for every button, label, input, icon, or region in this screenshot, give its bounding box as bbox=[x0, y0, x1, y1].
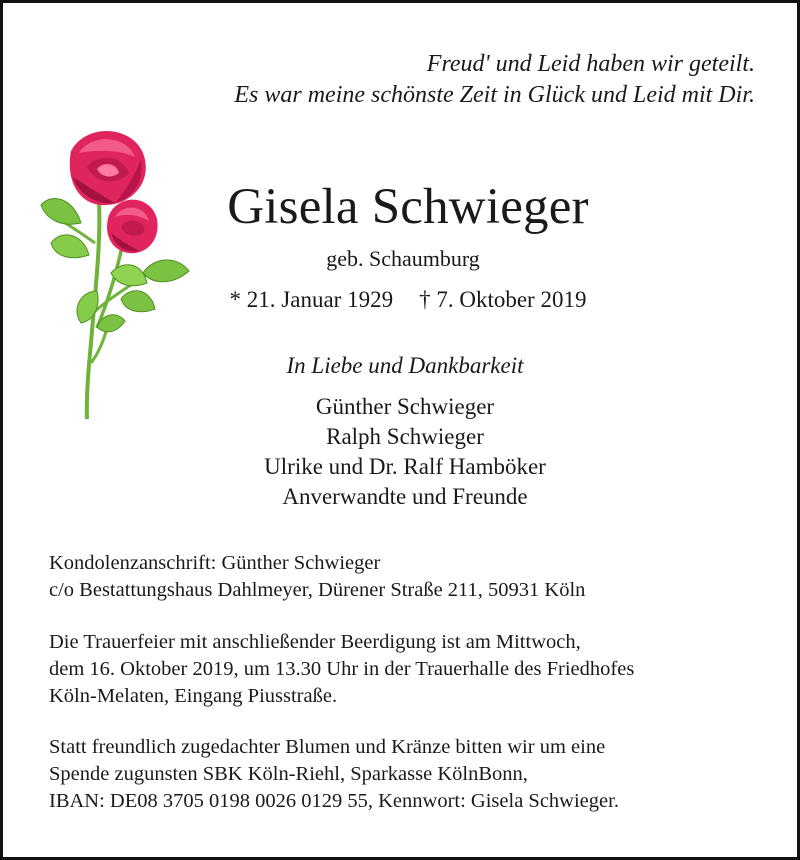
condolence-address bbox=[49, 550, 769, 604]
ceremony-info bbox=[49, 629, 769, 710]
condolence-line: Kondolenzanschrift: Günther Schwieger bbox=[49, 552, 381, 574]
ceremony-line: Die Trauerfeier mit anschließender Beerdigung ist am Mittwoch, bbox=[49, 631, 581, 653]
donation-line: IBAN: DE08 3705 0198 0026 0129 55, Kennwort: Gisela Schwieger. bbox=[49, 790, 619, 812]
mourners-list bbox=[163, 392, 647, 512]
mourner-name: Ralph Schwieger bbox=[326, 424, 484, 449]
verse-line-1: Freud' und Leid haben wir geteilt. bbox=[426, 51, 755, 77]
donation-line: Spende zugunsten SBK Köln-Riehl, Sparkasse KölnBonn, bbox=[49, 763, 528, 785]
ceremony-line: Köln-Melaten, Eingang Piusstraße. bbox=[49, 685, 338, 707]
mourner-name: Ulrike und Dr. Ralf Hamböker bbox=[264, 454, 546, 479]
memorial-verse bbox=[234, 49, 755, 111]
death-date: † 7. Oktober 2019 bbox=[419, 287, 587, 312]
dedication-line: In Liebe und Dankbarkeit bbox=[286, 353, 524, 378]
mourner-name: Anverwandte und Freunde bbox=[282, 484, 528, 509]
birth-date: * 21. Januar 1929 bbox=[229, 287, 394, 312]
birth-name: geb. Schaumburg bbox=[326, 246, 480, 271]
deceased-name: Gisela Schwieger bbox=[227, 179, 589, 235]
life-dates bbox=[193, 285, 623, 315]
verse-line-2: Es war meine schönste Zeit in Glück und Leid mit Dir. bbox=[234, 82, 755, 108]
mourner-name: Günther Schwieger bbox=[315, 394, 495, 419]
donation-info bbox=[49, 734, 769, 815]
donation-line: Statt freundlich zugedachter Blumen und Kränze bitten wir um eine bbox=[49, 736, 606, 758]
condolence-line: c/o Bestattungshaus Dahlmeyer, Dürener Straße 211, 50931 Köln bbox=[49, 579, 586, 601]
ceremony-line: dem 16. Oktober 2019, um 13.30 Uhr in der Trauerhalle des Friedhofes bbox=[49, 658, 635, 680]
